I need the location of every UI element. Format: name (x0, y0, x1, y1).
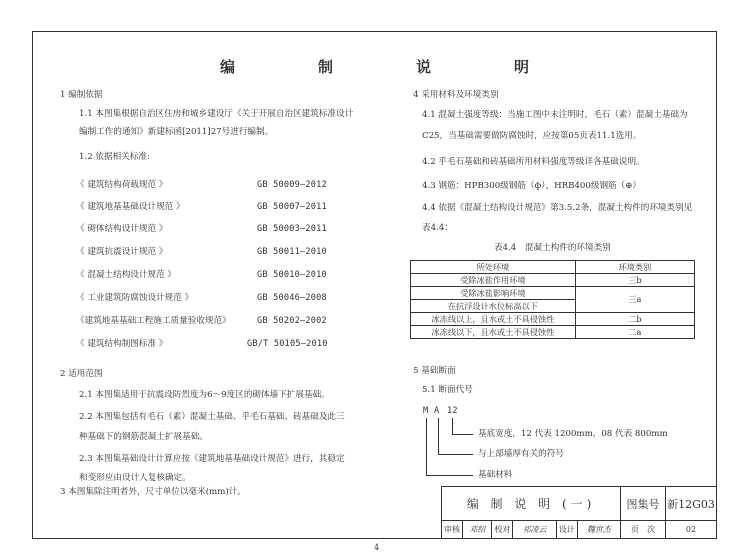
standard-name: 《 建筑结构制图标准 》 (76, 339, 168, 349)
design-label: 设计 (556, 521, 577, 539)
atlas-number: 新12G03 (666, 487, 717, 521)
section1-p1-line2: 编制工作的通知》新建标函[2011]27号进行编制。 (79, 127, 274, 137)
table-cell: 三b (575, 274, 694, 287)
section4-heading: 4 采用材料及环境类别 (413, 90, 499, 100)
page-title: 编 制 说 明 (219, 58, 563, 76)
design-signature: 魏世杰 (577, 521, 620, 539)
section1-heading: 1 编制依据 (60, 90, 103, 100)
legend-text: 基础材料 (478, 470, 513, 480)
page-number: 4 (373, 543, 380, 552)
section1-p2: 1.2 依据相关标准: (79, 152, 150, 162)
standard-name: 《 建筑结构荷载规范 》 (76, 180, 168, 190)
standard-code: GB 50202—2002 (257, 316, 327, 326)
page-label: 页 次 (621, 521, 666, 539)
standard-code: GB/T 50105—2010 (247, 339, 328, 349)
table-cell: 冰冻线以上，且水或土不具侵蚀性 (411, 313, 576, 326)
section3-text: 3 本图集除注明者外，尺寸单位以毫米(mm)计。 (60, 487, 246, 497)
section5-heading: 5 基础断面 (413, 366, 456, 376)
standard-name: 《 建筑抗震设计规范 》 (76, 247, 168, 257)
check-signature: 祁凌云 (513, 521, 556, 539)
table-cell: 二b (575, 313, 694, 326)
review-signature: 邓绍 (463, 521, 492, 539)
table-row (411, 313, 695, 326)
leader-line (452, 434, 473, 435)
table-row (411, 326, 695, 339)
section2-p2-line2: 种基础下的钢筋混凝土扩展基础。 (79, 432, 208, 442)
leader-line (438, 454, 473, 455)
table-cell: 在抗浮设计水位标高以下 (411, 300, 576, 313)
table-cell: 二a (575, 326, 694, 339)
table-cell: 三a (575, 287, 694, 313)
standard-code: GB 50010—2010 (257, 270, 327, 280)
standard-code: GB 50011—2010 (257, 247, 327, 257)
standard-code: GB 50003—2011 (257, 224, 327, 234)
check-label: 校对 (492, 521, 513, 539)
legend-text: 与上部墙厚有关的符号 (478, 449, 564, 459)
table-cell: 受除冰盐作用环境 (411, 274, 576, 287)
section4-p3: 4.3 钢筋：HPB300级钢筋（ф），HRB400级钢筋（⊕） (422, 181, 642, 191)
table-row (411, 274, 695, 287)
standard-code: GB 50046—2008 (257, 293, 327, 303)
table-caption: 表4.4 混凝土构件的环境类别 (494, 243, 611, 253)
section1-p1-line1: 1.1 本图集根据自治区住房和城乡建设厅《关于开展自治区建筑标准设计 (79, 109, 354, 119)
leader-line (426, 418, 427, 475)
review-label: 审核 (442, 521, 463, 539)
leader-line (452, 418, 453, 434)
table-cell: 冰冻线以下，且水或土不具侵蚀性 (411, 326, 576, 339)
section2-p1: 2.1 本图集适用于抗震设防烈度为6～9度区的砌体墙下扩展基础。 (79, 390, 330, 400)
standard-name: 《建筑地基基础工程施工质量验收规范》 (76, 316, 231, 326)
section4-p1-line2: C25，当基础需要做防腐蚀时，应按第05页表11.1选用。 (422, 131, 642, 141)
section4-p1-line1: 4.1 混凝土强度等级：当施工图中未注明时，毛石（素）混凝土基础为 (422, 110, 688, 120)
code-letter: A (434, 406, 440, 416)
standard-code: GB 50009—2012 (257, 180, 327, 190)
leader-line (438, 418, 439, 454)
page-value: 02 (666, 521, 717, 539)
section4-p4-line1: 4.4 依据《混凝土结构设计规范》第3.5.2条，混凝土构件的环境类别见 (422, 203, 693, 213)
section2-heading: 2 适用范围 (60, 369, 103, 379)
code-letter: M (423, 406, 429, 416)
standard-name: 《 建筑地基基础设计规范 》 (76, 202, 185, 212)
section2-p2-line1: 2.2 本图集包括有毛石（素）混凝土基础、乎毛石基础、砖基础及此三 (79, 412, 345, 422)
section5-p1: 5.1 断面代号 (422, 385, 473, 395)
section4-p2: 4.2 乎毛石基础和砖基础所用材料强度等级详各基础说明。 (422, 157, 645, 167)
table-row (411, 287, 695, 300)
table-header: 所处环境 (411, 261, 576, 274)
standard-name: 《 工业建筑防腐蚀设计规范 》 (76, 293, 194, 303)
environment-table (410, 260, 695, 339)
title-block-name: 编 制 说 明 (一) (442, 487, 621, 521)
atlas-label: 图集号 (621, 487, 666, 521)
leader-line (426, 475, 473, 476)
legend-text: 基底宽度，12 代表 1200mm，08 代表 800mm (478, 429, 668, 439)
table-cell: 受除冰盐影响环境 (411, 287, 576, 300)
section2-p3-line1: 2.3 本图集基础设计计算应按《建筑地基基础设计规范》进行，其稳定 (79, 454, 345, 464)
code-letter: 12 (447, 406, 458, 416)
table-header-row (411, 261, 695, 274)
title-block (441, 486, 717, 539)
standard-name: 《 混凝土结构设计规范 》 (76, 270, 176, 280)
table-header: 环境类别 (575, 261, 694, 274)
standard-name: 《 砌体结构设计规范 》 (76, 224, 168, 234)
section2-p3-line2: 和变形应由设计人复核确定。 (79, 473, 191, 483)
section4-p4-line2: 表4.4： (422, 223, 453, 233)
standard-code: GB 50007—2011 (257, 202, 327, 212)
